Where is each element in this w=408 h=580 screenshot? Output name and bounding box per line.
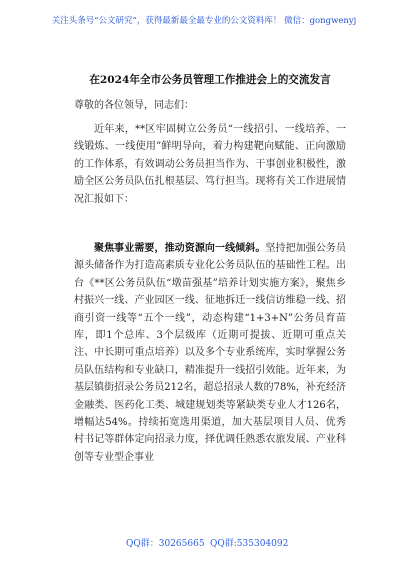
paragraph-section-1 xyxy=(74,240,346,466)
qq-group-1: QQ群：30265665 xyxy=(126,539,205,549)
salutation: 尊敬的各位领导，同志们： xyxy=(74,100,194,111)
section-body: 坚持把加强公务员源头储备作为打造高素质专业化公务员队伍的基础性工程。出台《**区公务员队伍“墩苗强基”培养计划实施方案》，聚焦乡村振兴一线、产业园区一线、征地拆迁一线信访维稳一线、招商引资一线等“五个一线”，动态构建“1+3+N”公务员育苗库，即1个总库、3个层级库（近期可提拔、近期可重点关注、中长期可重点培养）以及多个专业系统库，实时掌握公务员队伍结构和专业缺口，精准提升一线招引效能。近年来，为基层镇街招录公务员212名，超总招录人数的78%，补充经济金融类、医药化工类、城建规划类等紧缺类专业人才126名，增幅达54%。持续拓宽选用渠道，加大基层项目人员、优秀村书记等群体定向招录力度，择优调任熟悉农旅发展、产业科创等专业型企事业 xyxy=(74,243,347,463)
qq-group-2: QQ群:535304092 xyxy=(210,539,289,549)
section-heading: 聚焦事业需要，推动资源向一线倾斜。 xyxy=(94,243,266,254)
paragraph-intro: 近年来，**区牢固树立公务员“一线招引、一线培养、一线锻炼、一线使用”鲜明导向，着力构建靶向赋能、正向激励的工作体系，有效调动公务员担当作为、干事创业积极性，激励全区公务员队伍扎根基层、笃行担当。现将有关工作进展情况汇报如下： xyxy=(74,124,346,205)
document-title: 在2024年全市公务员管理工作推进会上的交流发言 xyxy=(89,74,331,86)
header-banner: 关注头条号“公文研究”，获得最新最全最专业的公文资料库！ 微信：gongwenyj xyxy=(51,16,357,26)
